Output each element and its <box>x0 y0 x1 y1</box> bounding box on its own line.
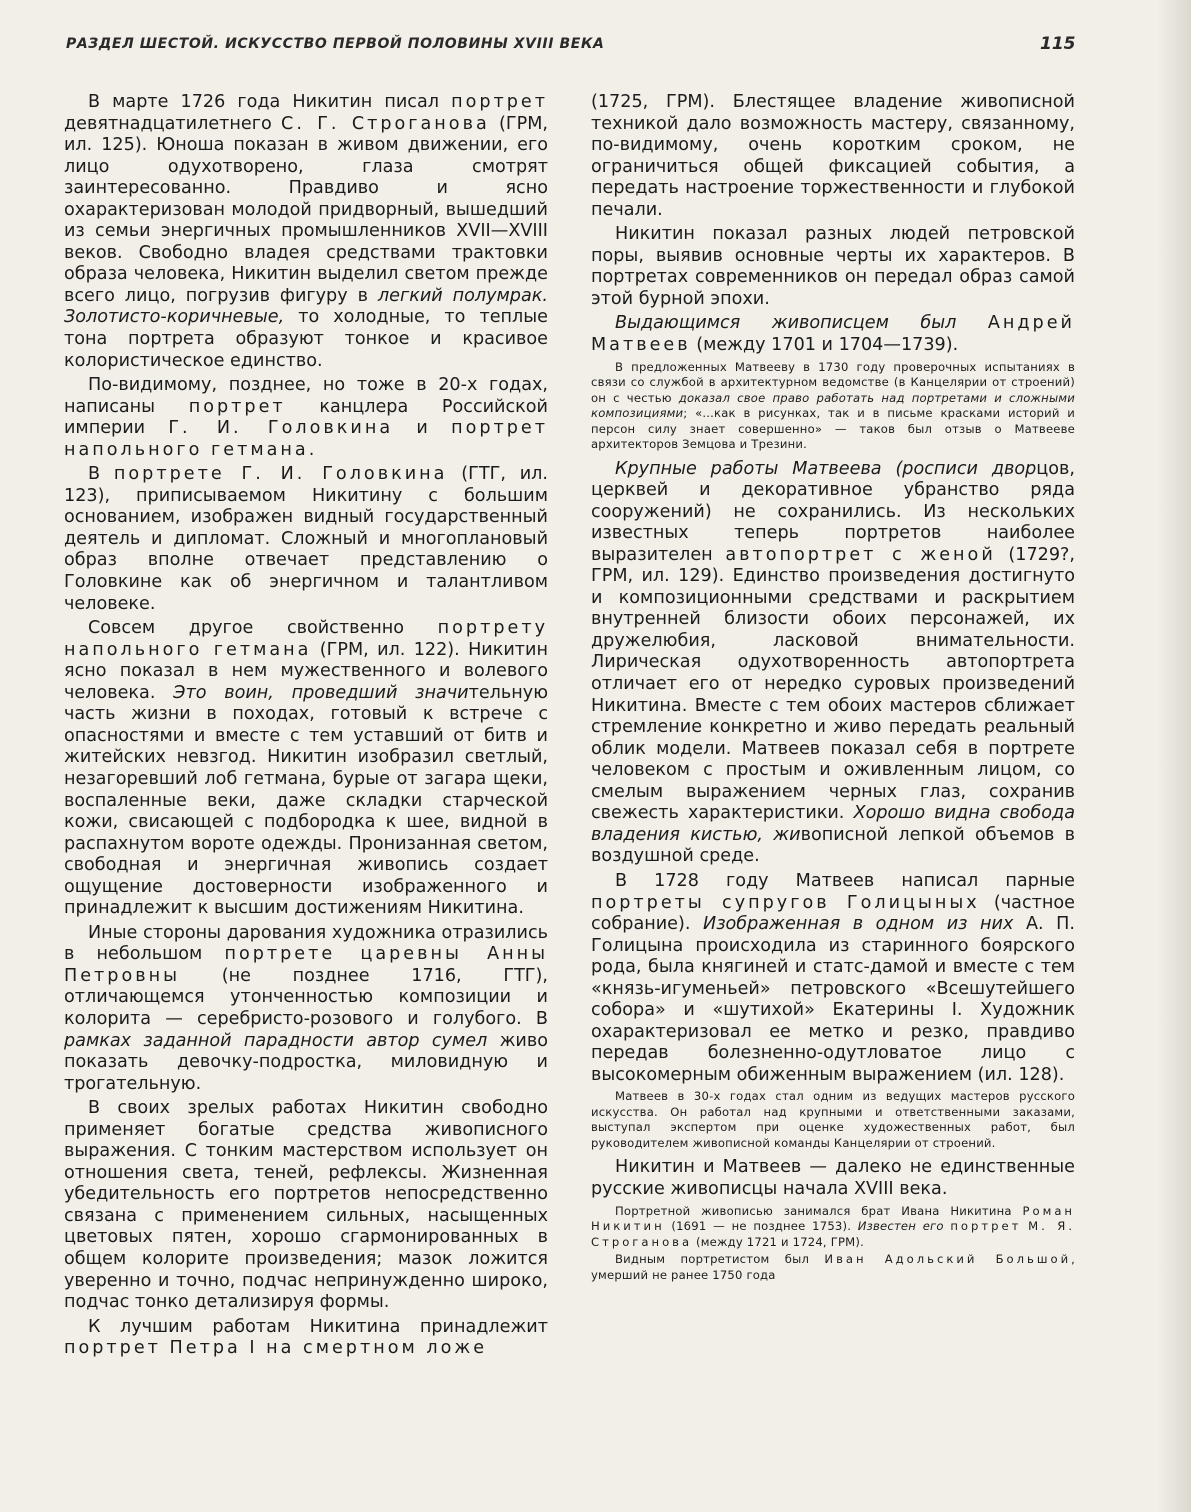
paragraph: В своих зрелых работах Никитин свободно применяет богатые средства живописного выражения. С тонким мастерством использует он отношения света, теней, рефлексы. Жизненная убедительность его портретов непосредственно связана с применением сильных, насыщенных цветовых пятен, хорошо сгармонированных в общем колорите произведения; мазок ложится уверенно и точно, подчас непринужденно широко, подчас тонко детализируя формы. <box>64 1098 548 1313</box>
footnote-text: Видным портретистом был Иван Адольский Большой, умерший не ранее 1750 года <box>591 1252 1075 1282</box>
page-edge-shadow <box>1157 0 1191 1512</box>
paragraph: (1725, ГРМ). Блестящее владение живописной техникой дало возможность мастеру, связанному, по-видимому, очень коротким сроком, не ограничиться общей фиксацией события, а передать настроение торжественности и глубокой печали. <box>591 92 1075 220</box>
paragraph: К лучшим работам Никитина принадлежит портрет Петра I на смертном ложе <box>64 1316 548 1359</box>
footnote <box>591 1204 1075 1284</box>
paragraph: Совсем другое свойственно портрету напольного гетмана (ГРМ, ил. 122). Никитин ясно показал в нем мужественного и волевого человека. Это воин, проведший значительную часть жизни в походах, готовый к встрече с опасностями и вместе с тем уставший от битв и житейских невзгод. Никитин изобразил светлый, незагоревший лоб гетмана, бурые от загара щеки, воспаленные веки, даже складки старческой кожи, свисающей с подбородка к шее, видной в распахнутом вороте одежды. Пронизанная светом, свободная и энергичная живопись создает ощущение достоверности изображенного и принадлежит к высшим достижениям Никитина. <box>64 618 549 919</box>
paragraph: Выдающимся живописцем был Андрей Матвеев (между 1701 и 1704—1739). <box>591 313 1075 356</box>
footnote-text: Портретной живописью занимался брат Ивана Никитина Роман Никитин (1691 — не позднее 1753). Известен его портрет М. Я. Строганова (между 1721 и 1724, ГРМ). <box>591 1203 1075 1249</box>
paragraph: По-видимому, позднее, но тоже в 20-х годах, написаны портрет канцлера Российской империи Г. И. Головкина и портрет напольного гетмана. <box>64 375 548 460</box>
running-head: РАЗДЕЛ ШЕСТОЙ. ИСКУССТВО ПЕРВОЙ ПОЛОВИНЫ XVIII ВЕКА <box>66 36 605 52</box>
paragraph: В 1728 году Матвеев написал парные портреты супругов Голицыных (частное собрание). Изображенная в одном из них А. П. Голицына происходила из старинного боярского рода, была княгиней и статс-дамой и вместе с тем «князь-игуменьей» петровского «Всешутейшего собора» и «шутихой» Екатерины I. Художник охарактеризовал ее метко и резко, правдиво передав болезненно-одутловатое лицо с высокомерным обиженным выражением (ил. 128). <box>591 870 1075 1085</box>
footnote-text: Матвеев в 30-х годах стал одним из ведущих мастеров русского искусства. Он работал над крупными и ответственными заказами, выступал экспертом при оценке художественных работ, был руководителем живописной команды Канцелярии от строений. <box>591 1089 1075 1150</box>
paragraph: Иные стороны дарования художника отразились в небольшом портрете царевны Анны Петровны (не позднее 1716, ГТГ), отличающемся утонченностью композиции и колорита — серебристо-розового и голубого. В рамках заданной парадности автор сумел живо показать девочку-подростка, миловидную и трогательную. <box>64 922 548 1094</box>
paragraph: Никитин и Матвеев — далеко не единственные русские живописцы начала XVIII века. <box>591 1157 1075 1199</box>
paragraph: В портрете Г. И. Головкина (ГТГ, ил. 123), приписываемом Никитину с большим основанием, изображен видный государственный деятель и дипломат. Сложный и многоплановый образ вполне отвечает представлению о Головкине как об энергичном и талантливом человеке. <box>64 464 549 614</box>
left-column <box>64 92 548 1363</box>
paragraph: Никитин показал разных людей петровской поры, выявив основные черты их характеров. В портретах современников он передал образ самой этой бурной эпохи. <box>591 224 1075 309</box>
paragraph: В марте 1726 года Никитин писал портрет девятнадцатилетнего С. Г. Строганова (ГРМ, ил. 125). Юноша показан в живом движении, его лицо одухотворено, глаза смотрят заинтересованно. Правдиво и ясно охарактеризован молодой придворный, вышедший из семьи энергичных промышленников XVII—XVIII веков. Свободно владея средствами трактовки образа человека, Никитин выделил светом прежде всего лицо, погрузив фигуру в легкий полумрак. Золотисто-коричневые, то холодные, то теплые тона портрета образуют тонкое и красивое колористическое единство. <box>64 92 549 371</box>
footnote <box>591 1089 1075 1151</box>
page-number: 115 <box>1040 34 1076 54</box>
right-column <box>591 92 1075 1289</box>
paragraph: Крупные работы Матвеева (росписи дворцов, церквей и декоративное убранство ряда сооружений) не сохранились. Из нескольких известных теперь портретов наиболее выразителен автопортрет с женой (1729?, ГРМ, ил. 129). Единство произведения достигнуто и композиционными средствами и раскрытием внутренней близости обоих персонажей, их дружелюбия, ласковой внимательности. Лирическая одухотворенность автопортрета отличает его от нередко суровых произведений Никитина. Вместе с тем обоих мастеров сближает стремление конкретно и живо передать реальный облик модели. Матвеев показал себя в портрете человеком с простым и оживленным лицом, со смелым выражением черных глаз, сохранив свежесть характеристики. Хорошо видна свобода владения кистью, живописной лепкой объемов в воздушной среде. <box>591 458 1075 867</box>
footnote <box>591 360 1075 453</box>
footnote-text: В предложенных Матвееву в 1730 году проверочных испытаниях в связи со службой в архитектурном ведомстве (в Канцелярии от строений) он с честью доказал свое право работать над портретами и сложными композициями; «...как в рисунках, так и в письме красками историй и персон силу знает совершенно» — таков был отзыв о Матвееве архитекторов Земцова и Трезини. <box>591 359 1075 452</box>
